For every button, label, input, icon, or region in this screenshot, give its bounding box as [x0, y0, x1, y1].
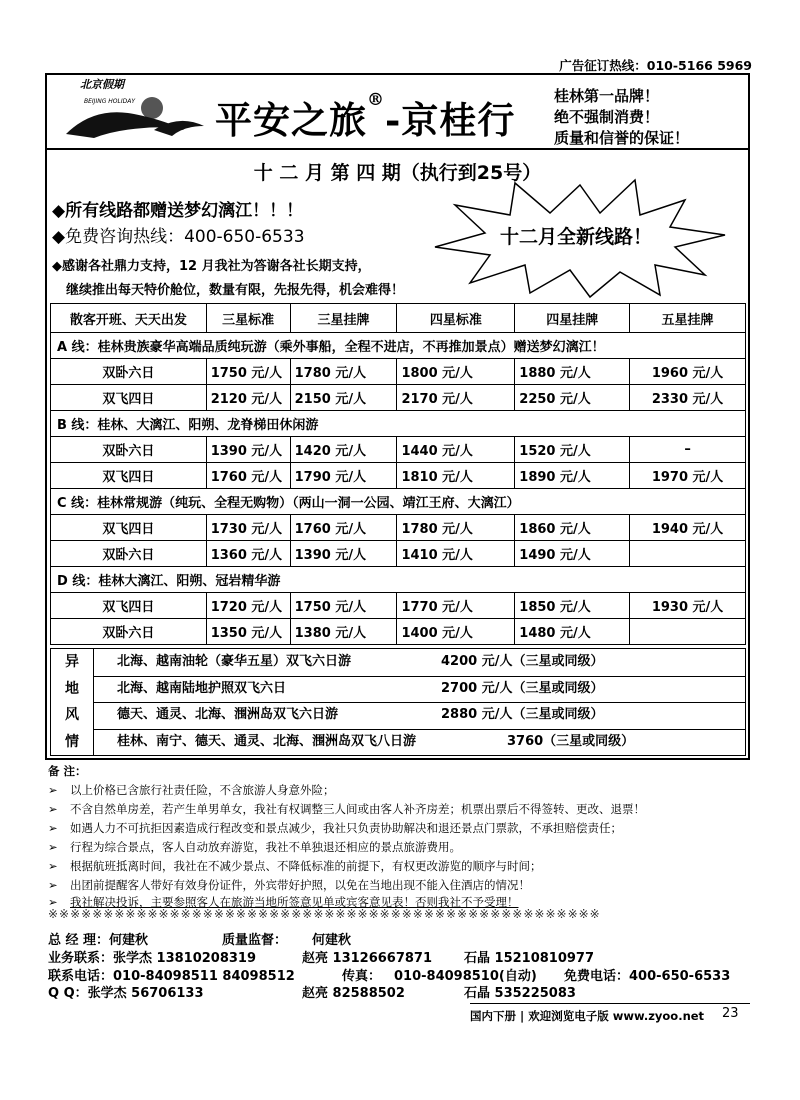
- price-cell: 2330 元/人: [630, 385, 746, 411]
- price-cell: 1390 元/人: [206, 437, 290, 463]
- price-cell: 1940 元/人: [630, 515, 746, 541]
- price-cell: 1890 元/人: [515, 463, 630, 489]
- stars-divider: ※※※※※※※※※※※※※※※※※※※※※※※※※※※※※※※※※※※※※※※※※※※※※※※※※※: [48, 907, 601, 921]
- ad-hotline: 广告征订热线：010-5166 5969: [559, 58, 752, 73]
- price-cell: 1400 元/人: [397, 619, 515, 645]
- note-item: ➢ 如遇人力不可抗拒因素造成行程改变和景点减少，我社只负责协助解决和退还景点门票款，不承担赔偿责任；: [48, 821, 622, 835]
- contact-quality-name: 何建秋: [312, 933, 352, 948]
- arrow-icon: ➢: [48, 783, 58, 797]
- slogan-2: 绝不强制消费！: [554, 108, 660, 126]
- page-number: 23: [722, 1006, 739, 1021]
- price-cell: 1730 元/人: [206, 515, 290, 541]
- price-cell: 1380 元/人: [290, 619, 397, 645]
- other-route-row: [93, 702, 745, 730]
- contact-line-2a: 业务联系：张学杰 13810208319: [48, 951, 257, 966]
- route-name: 北海、越南陆地护照双飞六日: [117, 680, 287, 696]
- route-price: 2700 元/人（三星或同级）: [441, 680, 604, 696]
- table-row: [51, 541, 746, 567]
- arrow-icon: ➢: [48, 859, 58, 873]
- price-cell: –: [630, 437, 746, 463]
- price-cell: 1420 元/人: [290, 437, 397, 463]
- contact-line-4c: 石晶 535225083: [464, 986, 576, 1001]
- label-char: 风: [65, 707, 79, 723]
- logo-subtext: BEIJING HOLIDAY: [84, 98, 135, 105]
- header-divider: [45, 148, 750, 150]
- table-row: [51, 593, 746, 619]
- section-title-a: A 线：桂林贵族豪华高端品质纯玩游（乘外事船，全程不进店，不再推加景点）赠送梦幻漓江！: [51, 333, 746, 359]
- label-char: 地: [65, 680, 79, 697]
- price-cell: 2150 元/人: [290, 385, 397, 411]
- arrow-icon: ➢: [48, 878, 58, 892]
- price-cell: 1350 元/人: [206, 619, 290, 645]
- bullet-thanks: ◆感谢各社鼎力支持，12 月我社为答谢各社长期支持，: [52, 259, 371, 274]
- price-cell: 1780 元/人: [290, 359, 397, 385]
- label-char: 异: [65, 654, 79, 670]
- price-cell: 1880 元/人: [515, 359, 630, 385]
- contact-line-3a: 联系电话：010-84098511 84098512: [48, 969, 295, 984]
- price-cell: 1850 元/人: [515, 593, 630, 619]
- arrow-icon: ➢: [48, 821, 58, 835]
- route-name: 德天、通灵、北海、涠洲岛双飞六日游: [117, 707, 339, 722]
- row-label: 双飞四日: [51, 385, 207, 411]
- bullet-free-lijiang-text: 所有线路都赠送梦幻漓江！！！: [65, 201, 304, 221]
- price-cell: 2120 元/人: [206, 385, 290, 411]
- arrow-icon: ➢: [48, 840, 58, 854]
- section-row: [51, 411, 746, 437]
- logo-text: 北京假期: [80, 78, 124, 91]
- other-routes-label: [51, 649, 94, 755]
- table-header: 四星挂牌: [515, 304, 630, 333]
- price-cell: 1480 元/人: [515, 619, 630, 645]
- price-cell: 1760 元/人: [290, 515, 397, 541]
- bullet-thanks-cont: 继续推出每天特价舱位，数量有限，先报先得，机会难得！: [66, 283, 405, 298]
- row-label: 双飞四日: [51, 593, 207, 619]
- price-cell: [630, 541, 746, 567]
- contact-quality-label: 质量监督：: [222, 933, 288, 948]
- table-header: 四星标准: [397, 304, 515, 333]
- price-cell: 1960 元/人: [630, 359, 746, 385]
- bullet-free-lijiang: ◆所有线路都赠送梦幻漓江！！！: [52, 201, 304, 221]
- contact-line-2c: 石晶 15210810977: [464, 951, 595, 966]
- price-cell: 1720 元/人: [206, 593, 290, 619]
- table-header: 三星挂牌: [290, 304, 397, 333]
- contact-fax: 010-84098510(自动): [394, 969, 537, 984]
- other-route-row: [93, 676, 745, 704]
- table-row: [51, 359, 746, 385]
- price-cell: 1810 元/人: [397, 463, 515, 489]
- price-cell: 1930 元/人: [630, 593, 746, 619]
- table-header-row: [51, 304, 746, 333]
- note-item: ➢ 根据航班抵离时间，我社在不减少景点、不降低标准的前提下，有权更改游览的顺序与时间；: [48, 859, 542, 873]
- price-cell: 1770 元/人: [397, 593, 515, 619]
- note-item: ➢ 以上价格已含旅行社责任险，不含旅游人身意外险；: [48, 783, 335, 797]
- table-row: [51, 385, 746, 411]
- other-route-row: [93, 649, 745, 677]
- price-cell: 1790 元/人: [290, 463, 397, 489]
- label-char: 情: [65, 733, 79, 750]
- price-cell: 1760 元/人: [206, 463, 290, 489]
- section-row: [51, 333, 746, 359]
- slogan-1: 桂林第一品牌！: [554, 87, 660, 105]
- price-table: [50, 303, 746, 645]
- price-cell: 1390 元/人: [290, 541, 397, 567]
- other-routes-box: [50, 648, 746, 756]
- other-route-row: [93, 729, 745, 756]
- price-cell: 1860 元/人: [515, 515, 630, 541]
- registered-mark: ®: [367, 90, 385, 110]
- price-cell: 1970 元/人: [630, 463, 746, 489]
- section-title-c: C 线：桂林常规游（纯玩、全程无购物）（两山一洞一公园、靖江王府、大漓江）: [51, 489, 746, 515]
- slogan-3: 质量和信誉的保证！: [554, 129, 690, 147]
- price-cell: 1800 元/人: [397, 359, 515, 385]
- table-header: 三星标准: [206, 304, 290, 333]
- price-cell: [630, 619, 746, 645]
- row-label: 双飞四日: [51, 463, 207, 489]
- table-row: [51, 619, 746, 645]
- table-header: 散客开班、天天出发: [51, 304, 207, 333]
- route-price: 2880 元/人（三星或同级）: [441, 707, 604, 722]
- section-title-b: B 线：桂林、大漓江、阳朔、龙脊梯田休闲游: [51, 411, 746, 437]
- price-cell: 1520 元/人: [515, 437, 630, 463]
- price-cell: 2250 元/人: [515, 385, 630, 411]
- contact-fax-label: 传真：: [342, 969, 382, 984]
- table-header: 五星挂牌: [630, 304, 746, 333]
- row-label: 双卧六日: [51, 437, 207, 463]
- section-row: [51, 489, 746, 515]
- logo-icon: [64, 86, 214, 144]
- price-cell: 1780 元/人: [397, 515, 515, 541]
- note-item: ➢ 行程为综合景点，客人自动放弃游览，我社不单独退还相应的景点旅游费用。: [48, 840, 461, 854]
- arrow-icon: ➢: [48, 895, 58, 909]
- row-label: 双卧六日: [51, 541, 207, 567]
- route-name: 北海、越南油轮（豪华五星）双飞六日游: [117, 654, 352, 669]
- price-cell: 1360 元/人: [206, 541, 290, 567]
- note-item: ➢ 我社解决投诉，主要参照客人在旅游当地所签意见单或宾客意见表！否则我社不予受理！: [48, 895, 519, 909]
- brand-title: [215, 90, 515, 144]
- bullet-thanks-text: 感谢各社鼎力支持，12 月我社为答谢各社长期支持，: [62, 259, 371, 274]
- price-cell: 1750 元/人: [206, 359, 290, 385]
- note-item: ➢ 不含自然单房差，若产生单男单女，我社有权调整三人间或由客人补齐房差；机票出票后不得签转、更改、退票！: [48, 802, 645, 816]
- bullet-hotline: ◆免费咨询热线：400-650-6533: [52, 227, 305, 247]
- contact-line-1: 总 经 理：何建秋: [48, 933, 149, 948]
- table-row: [51, 437, 746, 463]
- price-cell: 1440 元/人: [397, 437, 515, 463]
- note-item: ➢ 出团前提醒客人带好有效身份证件，外宾带好护照，以免在当地出现不能入住酒店的情况！: [48, 878, 530, 892]
- contact-line-4a: Q Q：张学杰 56706133: [48, 986, 204, 1001]
- bullet-hotline-text: 免费咨询热线：400-650-6533: [65, 227, 305, 247]
- price-cell: 1410 元/人: [397, 541, 515, 567]
- contact-line-2b: 赵亮 13126667871: [302, 951, 433, 966]
- notes-title: 备 注：: [48, 764, 87, 778]
- brand-name: 平安之旅: [215, 98, 367, 142]
- footer-divider: [470, 1003, 750, 1004]
- contact-line-4b: 赵亮 82588502: [302, 986, 405, 1001]
- footer-text: 国内下册 | 欢迎浏览电子版 www.zyoo.net: [470, 1009, 705, 1023]
- arrow-icon: ➢: [48, 802, 58, 816]
- row-label: 双卧六日: [51, 619, 207, 645]
- table-row: [51, 463, 746, 489]
- price-cell: 2170 元/人: [397, 385, 515, 411]
- route-name: 桂林、南宁、德天、通灵、北海、涠洲岛双飞八日游: [117, 733, 417, 749]
- route-price: 4200 元/人（三星或同级）: [441, 654, 604, 669]
- brand-suffix: -京桂行: [385, 98, 516, 142]
- starburst-label: 十二月全新线路！: [500, 226, 653, 248]
- row-label: 双卧六日: [51, 359, 207, 385]
- table-row: [51, 515, 746, 541]
- price-cell: 1490 元/人: [515, 541, 630, 567]
- route-price: 3760（三星或同级）: [507, 733, 635, 749]
- issue-title: 十 二 月 第 四 期（执行到25号）: [253, 162, 542, 184]
- contact-free-phone: 免费电话：400-650-6533: [564, 969, 731, 984]
- section-title-d: D 线：桂林大漓江、阳朔、冠岩精华游: [51, 567, 746, 593]
- row-label: 双飞四日: [51, 515, 207, 541]
- section-row: [51, 567, 746, 593]
- price-cell: 1750 元/人: [290, 593, 397, 619]
